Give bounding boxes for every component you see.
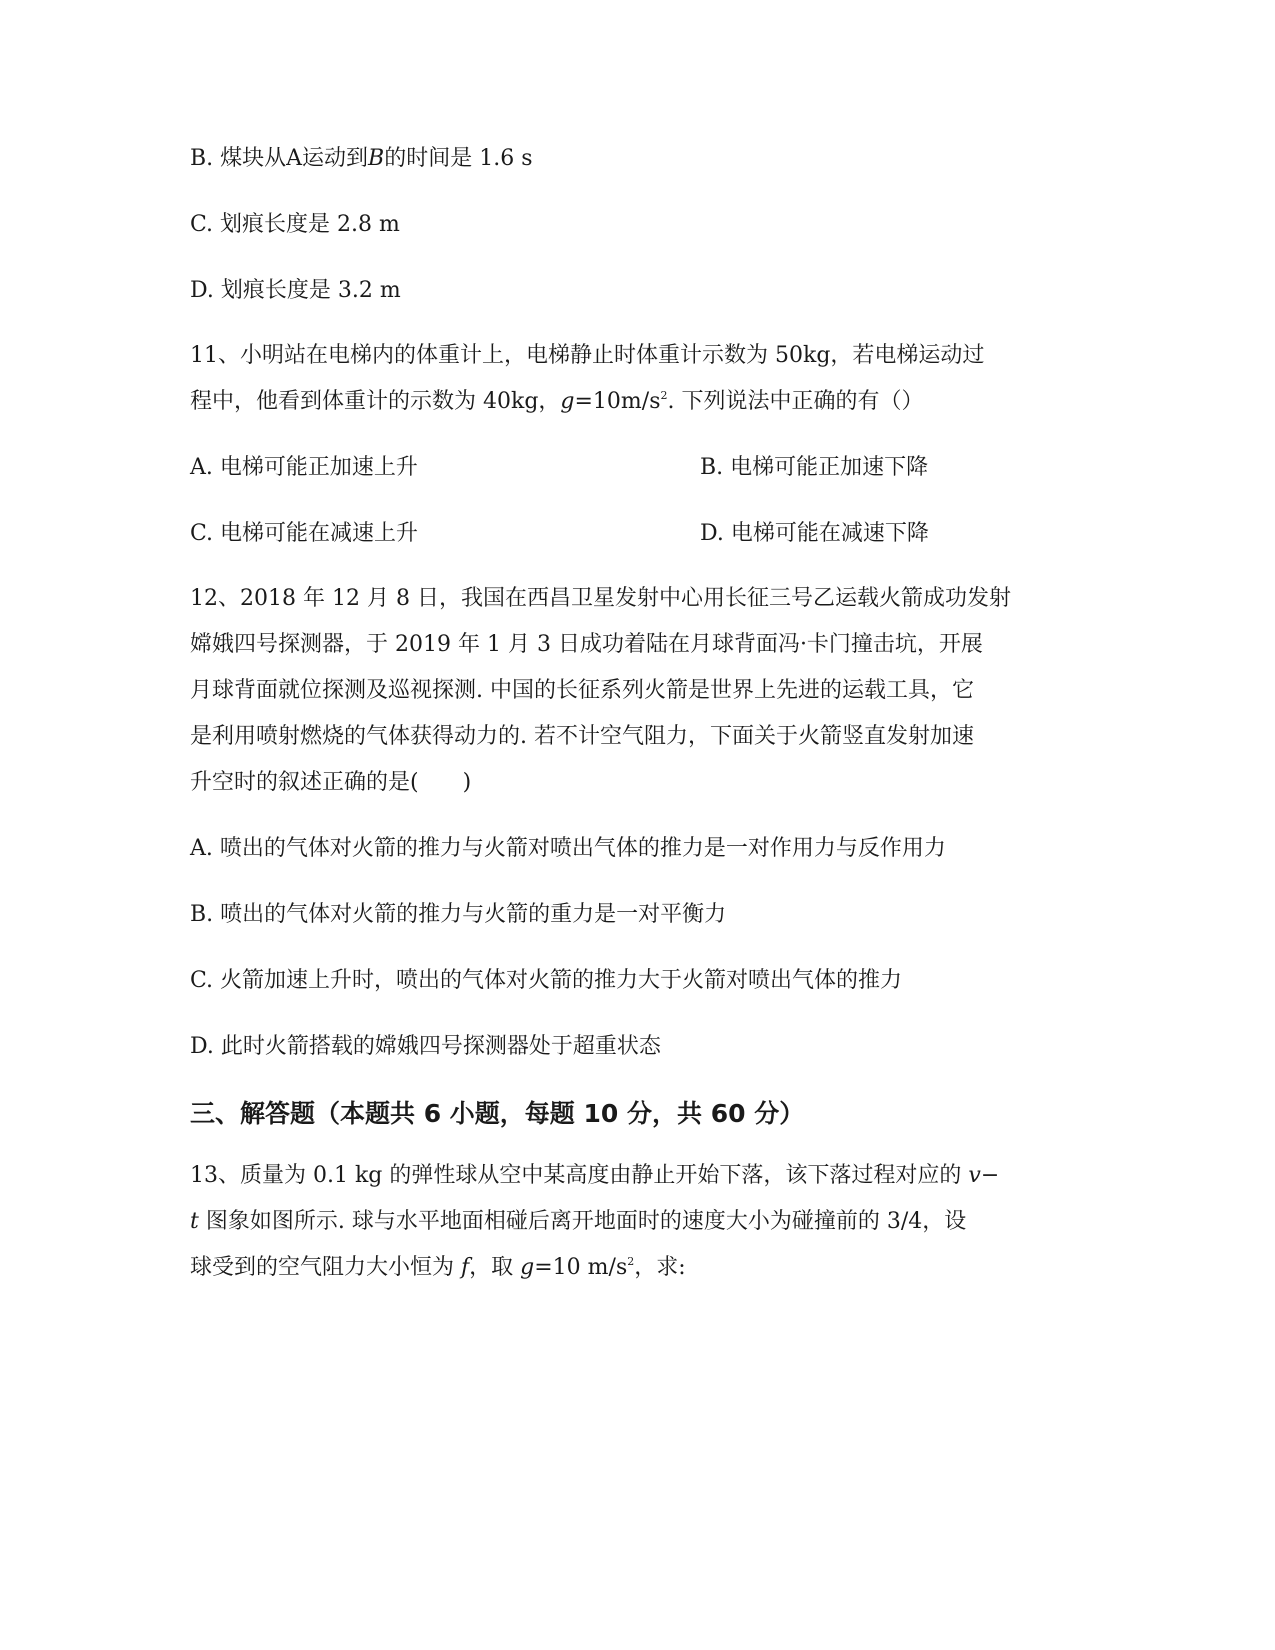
q11-text-line-2: 程中，他看到体重计的示数为 40kg，$g=10m/s^2$. 下列说法中正确的有（） — [190, 389, 924, 414]
q11-option-a: A. 电梯可能正加速上升 — [190, 455, 418, 480]
q12-option-c: C. 火箭加速上升时，喷出的气体对火箭的推力大于火箭对喷出气体的推力 — [190, 968, 903, 993]
q13-text-line-2: t 图象如图所示. 球与水平地面相碰后离开地面时的速度大小为碰撞前的 3/4，设 — [190, 1209, 967, 1234]
q12-option-b: B. 喷出的气体对火箭的推力与火箭的重力是一对平衡力 — [190, 902, 727, 927]
q13-text-line-1: 13、质量为 0.1 kg 的弹性球从空中某高度由静止开始下落，该下落过程对应的 v− — [190, 1163, 1000, 1188]
q13-text-line-3: 球受到的空气阻力大小恒为 f，取 g=10 $m/s^2$，求: — [190, 1255, 686, 1280]
q12-text-line-4: 是利用喷射燃烧的气体获得动力的. 若不计空气阻力，下面关于火箭竖直发射加速 — [190, 724, 974, 749]
q10-option-d: D. 划痕长度是 3.2 m — [190, 278, 401, 303]
q12-text-line-1: 12、2018 年 12 月 8 日，我国在西昌卫星发射中心用长征三号乙运载火箭成功发射 — [190, 586, 1011, 611]
q10-option-c: C. 划痕长度是 2.8 m — [190, 212, 400, 237]
q11-option-b: B. 电梯可能正加速下降 — [700, 455, 929, 480]
q12-text-line-5: 升空时的叙述正确的是( ) — [190, 770, 472, 795]
q12-option-a: A. 喷出的气体对火箭的推力与火箭对喷出气体的推力是一对作用力与反作用力 — [190, 836, 946, 861]
section-3-heading: 三、解答题（本题共 6 小题，每题 10 分，共 60 分） — [190, 1099, 805, 1128]
q11-text-line-1: 11、小明站在电梯内的体重计上，电梯静止时体重计示数为 50kg，若电梯运动过 — [190, 343, 985, 368]
q11-option-c: C. 电梯可能在减速上升 — [190, 521, 419, 546]
q10-option-b: B. 煤块从A运动到B的时间是 1.6 s — [190, 146, 533, 171]
q12-text-line-3: 月球背面就位探测及巡视探测. 中国的长征系列火箭是世界上先进的运载工具，它 — [190, 678, 974, 703]
q12-option-d: D. 此时火箭搭载的嫦娥四号探测器处于超重状态 — [190, 1034, 661, 1059]
q12-text-line-2: 嫦娥四号探测器，于 2019 年 1 月 3 日成功着陆在月球背面冯·卡门撞击坑，开展 — [190, 632, 983, 657]
q11-option-d: D. 电梯可能在减速下降 — [700, 521, 929, 546]
